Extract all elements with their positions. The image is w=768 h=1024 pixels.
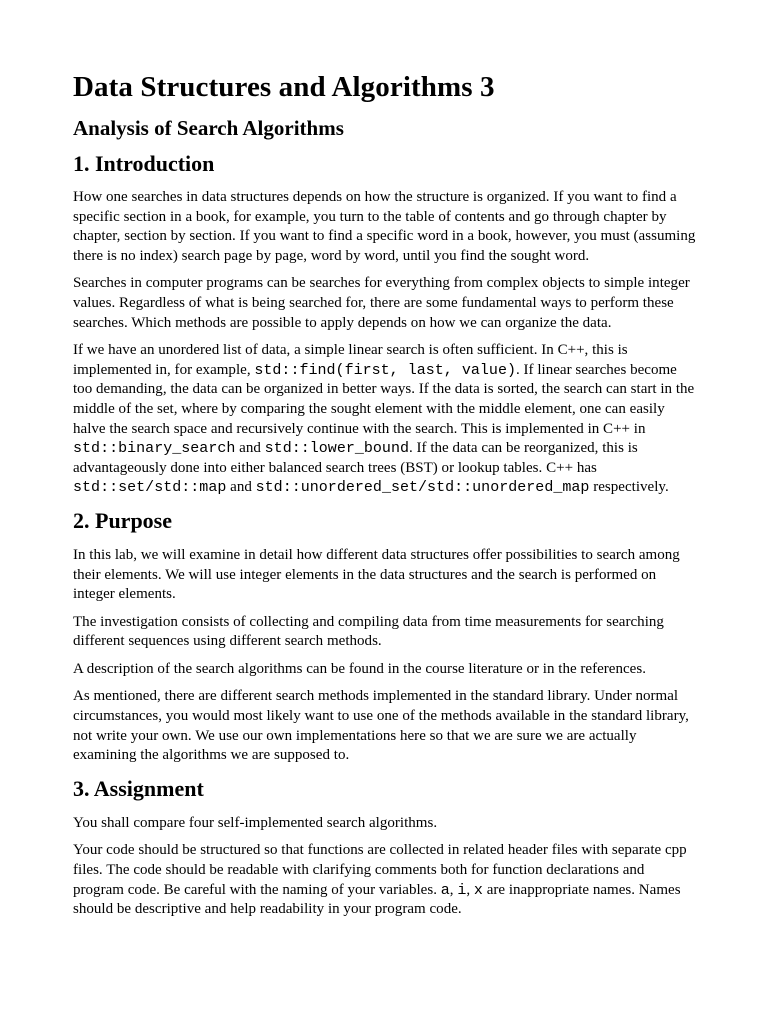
text-fragment: . If linear searches become too demanding, the data can be organized in better ways. If the data is sorted, the search can start in the middle of the set, where by comparing the sought element with the middle element, one can easily halve the search space and recursively continue with the search. This is implemented in C++ in	[73, 361, 695, 437]
text-fragment: and	[226, 479, 256, 496]
section-introduction	[73, 151, 696, 498]
text-fragment: If we have an unordered list of data, a simple linear search is often sufficient. In C++, this is implemented in, for example,	[73, 342, 628, 378]
code-var-i: i	[457, 881, 467, 899]
document-title: Data Structures and Algorithms 3	[73, 71, 495, 103]
code-binary-search: std::binary_search	[73, 440, 236, 458]
code-std-find: std::find(first, last, value)	[254, 361, 516, 379]
section-heading-introduction: 1. Introduction	[73, 151, 215, 176]
section-heading-assignment: 3. Assignment	[73, 775, 204, 801]
code-var-x: x	[473, 881, 483, 899]
text-fragment: and	[235, 440, 265, 457]
text-fragment: ,	[449, 881, 458, 898]
purpose-paragraph-1: In this lab, we will examine in detail how different data structures offer possibilities to search among their elements. We will use integer elements in the data structures and the search is performed on integer elements.	[73, 546, 680, 603]
text-fragment: are inappropriate names. Names should be descriptive and help readability in your program code.	[73, 881, 681, 918]
intro-paragraph-1: How one searches in data structures depends on how the structure is organized. If you want to find a specific section in a book, for example, you turn to the table of contents and go through chapter by chapter, section by section. If you want to find a specific word in a book, however, you must (assuming there is no index) search page by page, word by word, until you find the sought word.	[73, 189, 696, 264]
code-lower-bound: std::lower_bound	[264, 440, 409, 458]
section-heading-purpose: 2. Purpose	[73, 507, 172, 533]
purpose-paragraph-2: The investigation consists of collecting and compiling data from time measurements for searching different sequences using different search methods.	[73, 613, 664, 650]
assignment-paragraph-1: You shall compare four self-implemented search algorithms.	[73, 814, 438, 831]
section-purpose	[73, 508, 696, 766]
purpose-paragraph-3: A description of the search algorithms can be found in the course literature or in the references.	[73, 660, 646, 677]
document-subtitle: Analysis of Search Algorithms	[73, 116, 344, 140]
intro-paragraph-2: Searches in computer programs can be searches for everything from complex objects to simple integer values. Regardless of what is being searched for, there are some fundamental ways to perform these searches. Which methods are possible to apply depends on how we can organize the data.	[73, 275, 690, 331]
code-set-map: std::set/std::map	[73, 479, 227, 497]
code-unordered-set-map: std::unordered_set/std::unordered_map	[255, 479, 590, 497]
text-fragment: respectively.	[589, 479, 669, 496]
assignment-paragraph-2	[73, 841, 696, 919]
intro-paragraph-3	[73, 341, 696, 498]
purpose-paragraph-4: As mentioned, there are different search methods implemented in the standard library. Under normal circumstances, you would most likely want to use one of the methods available in the standard library, not write your own. We use our own implementations here so that we are sure we are actually examining the algorithms we are supposed to.	[73, 688, 689, 764]
text-fragment: Your code should be structured so that functions are collected in related header files with separate cpp files. The code should be readable with clarifying comments both for function declarations and program code. Be careful with the naming of your variables.	[73, 842, 687, 898]
code-var-a: a	[440, 881, 450, 899]
text-fragment: ,	[466, 881, 474, 898]
section-assignment	[73, 776, 696, 920]
text-fragment: . If the data can be reorganized, this is advantageously done into either balanced search trees (BST) or lookup tables. C++ has	[73, 440, 638, 476]
